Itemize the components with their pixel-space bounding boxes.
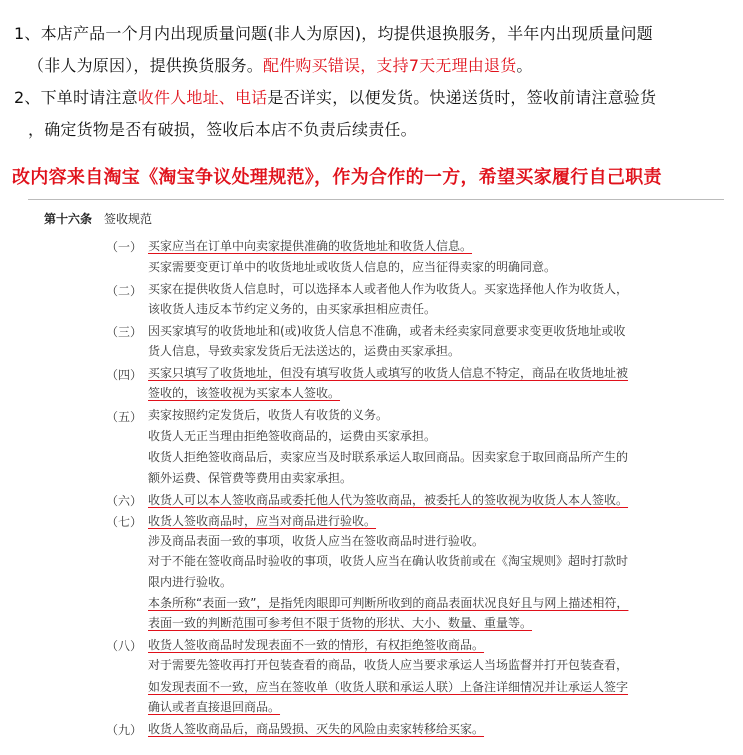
item-text-line: 卖家按照约定发货后，收货人有收货的义务。: [148, 408, 389, 422]
item-text-line: 收货人签收商品时，应当对商品进行验收。: [148, 514, 377, 528]
article-title: 签收规范: [104, 212, 153, 226]
notice-line: [14, 82, 734, 114]
item-text-line: 对于不能在签收商品时验收的事项，收货人应当在确认收货前或在《淘宝规则》超时打款时: [148, 554, 629, 568]
item-text-line: 因买家填写的收货地址和(或)收货人信息不准确，或者未经卖家同意要求变更收货地址或收: [148, 324, 626, 338]
item-label: （三）: [106, 325, 143, 339]
item-text-line: 涉及商品表面一致的事项，收货人应当在签收商品时进行验收。: [148, 534, 485, 548]
item-text-line: 收货人无正当理由拒绝签收商品的，运费由买家承担。: [148, 429, 437, 443]
notice-text: 。: [516, 56, 533, 75]
store-notice: [14, 18, 734, 146]
item-text-line: 表面一致的判断范围可参考但不限于货物的形状、大小、数量、重量等。: [148, 616, 533, 630]
item-text-line: 额外运费、保管费等费用由卖家承担。: [148, 471, 353, 485]
notice-highlight: 收件人地址、电话: [137, 88, 268, 107]
article-heading: [44, 210, 152, 227]
item-label: （二）: [106, 284, 143, 298]
item-label: （八）: [106, 639, 143, 653]
item-text-line: 该收货人违反本节约定义务的，由买家承担相应责任。: [148, 302, 437, 316]
article-number: 第十六条: [44, 212, 93, 226]
item-text-line: 货人信息，导致卖家发货后无法送达的，运费由买家承担。: [148, 344, 461, 358]
item-text-line: 本条所称“表面一致”，是指凭肉眼即可判断所收到的商品表面状况良好且与网上描述相符，: [148, 596, 629, 610]
item-text-line: 买家在提供收货人信息时，可以选择本人或者他人作为收货人。买家选择他人作为收货人，: [148, 282, 629, 296]
item-text-line: 买家只填写了收货地址，但没有填写收货人或填写的收货人信息不特定，商品在收货地址被: [148, 366, 629, 380]
item-text-line: 确认或者直接退回商品。: [148, 700, 281, 714]
item-text-line: 对于需要先签收再打开包装查看的商品，收货人应当要求承运人当场监督并打开包装查看，: [148, 658, 629, 672]
item-text-line: 如发现表面不一致，应当在签收单（收货人联和承运人联）上备注详细情况并让承运人签字: [148, 680, 629, 694]
item-label: （四）: [106, 368, 143, 382]
item-text-line: 签收的，该签收视为买家本人签收。: [148, 386, 341, 400]
notice-line: [28, 50, 734, 82]
notice-line: ，确定货物是否有破损，签收后本店不负责后续责任。: [28, 120, 417, 139]
notice-text: 是否详实，以便发货。快递送货时，签收前请注意验货: [267, 88, 657, 107]
item-text-line: 收货人可以本人签收商品或委托他人代为签收商品，被委托人的签收视为收货人本人签收。: [148, 493, 629, 507]
notice-text: 2、下单时请注意: [14, 88, 138, 107]
item-text-line: 收货人签收商品时发现表面不一致的情形，有权拒绝签收商品。: [148, 638, 485, 652]
item-text-line: 买家需要变更订单中的收货地址或收货人信息的，应当征得卖家的明确同意。: [148, 260, 557, 274]
policy-source-title: 改内容来自淘宝《淘宝争议处理规范》，作为合作的一方，希望买家履行自己职责: [12, 167, 662, 188]
item-text-line: 限内进行验收。: [148, 575, 233, 589]
item-label: （一）: [106, 240, 143, 254]
item-label: （九）: [106, 723, 143, 737]
notice-line: 1、本店产品一个月内出现质量问题(非人为原因)，均提供退换服务，半年内出现质量问题: [14, 24, 653, 43]
item-text-line: 收货人签收商品后，商品毁损、灭失的风险由卖家转移给买家。: [148, 722, 485, 736]
item-text-line: 买家应当在订单中向卖家提供准确的收货地址和收货人信息。: [148, 239, 473, 253]
item-label: （七）: [106, 515, 143, 529]
item-label: （六）: [106, 494, 143, 508]
item-label: （五）: [106, 410, 143, 424]
divider: [28, 199, 724, 200]
notice-text: （非人为原因），提供换货服务。: [28, 56, 264, 75]
notice-highlight: 配件购买错误，支持7天无理由退货: [263, 56, 517, 75]
item-text-line: 收货人拒绝签收商品后，卖家应当及时联系承运人取回商品。因卖家怠于取回商品所产生的: [148, 450, 629, 464]
